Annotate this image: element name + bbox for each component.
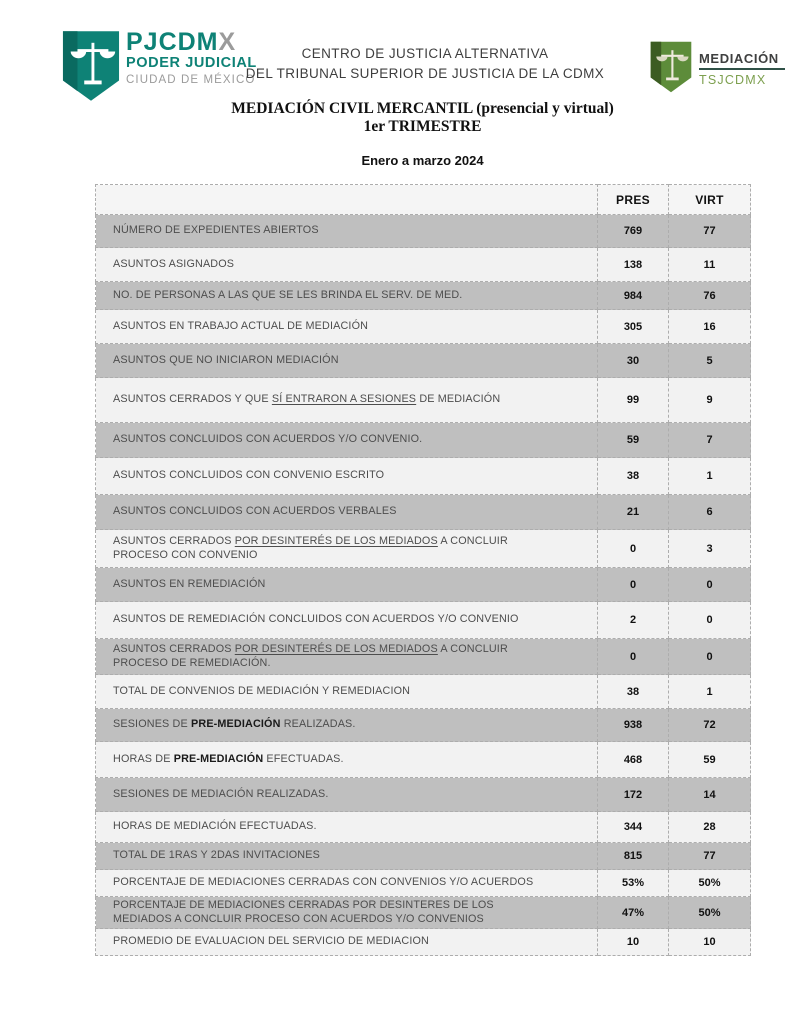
virt-value: 11 xyxy=(669,248,751,282)
institution-heading xyxy=(230,44,620,84)
pres-value: 38 xyxy=(598,675,669,709)
table-row xyxy=(96,344,751,378)
virt-value: 50% xyxy=(669,897,751,929)
virt-value: 6 xyxy=(669,495,751,530)
row-label: ASUNTOS CERRADOS POR DESINTERÉS DE LOS MEDIADOS A CONCLUIR PROCESO DE REMEDIACIÓN. xyxy=(96,639,598,675)
table-row xyxy=(96,310,751,344)
table-row xyxy=(96,709,751,742)
virt-value: 50% xyxy=(669,870,751,897)
virt-value: 1 xyxy=(669,458,751,495)
virt-value: 59 xyxy=(669,742,751,778)
justice-scales-shield-icon xyxy=(62,30,120,107)
pres-value: 0 xyxy=(598,530,669,568)
table-row xyxy=(96,530,751,568)
statistics-table xyxy=(95,184,751,956)
table-row xyxy=(96,812,751,843)
document-title-line2: 1er TRIMESTRE xyxy=(363,118,482,135)
row-label: PORCENTAJE DE MEDIACIONES CERRADAS POR DESINTERES DE LOS MEDIADOS A CONCLUIR PROCESO CON ACUERDOS Y/O CONVENIOS xyxy=(96,897,598,929)
table-row xyxy=(96,843,751,870)
pjcdmx-acronym: PJCDMX xyxy=(126,28,237,56)
virt-value: 72 xyxy=(669,709,751,742)
virt-value: 0 xyxy=(669,602,751,639)
pres-value: 815 xyxy=(598,843,669,870)
pres-value: 99 xyxy=(598,378,669,423)
pres-value: 59 xyxy=(598,423,669,458)
pres-value: 468 xyxy=(598,742,669,778)
table-row xyxy=(96,282,751,310)
table-row xyxy=(96,568,751,602)
institution-heading-line2: DEL TRIBUNAL SUPERIOR DE JUSTICIA DE LA CDMX xyxy=(245,66,605,81)
header-pres: PRES xyxy=(598,185,669,215)
row-label: NO. DE PERSONAS A LAS QUE SE LES BRINDA EL SERV. DE MED. xyxy=(96,282,598,310)
table-row xyxy=(96,639,751,675)
row-label: ASUNTOS CONCLUIDOS CON ACUERDOS VERBALES xyxy=(96,495,598,530)
virt-value: 28 xyxy=(669,812,751,843)
table-row xyxy=(96,742,751,778)
row-label: ASUNTOS EN REMEDIACIÓN xyxy=(96,568,598,602)
table-row xyxy=(96,870,751,897)
table-row xyxy=(96,248,751,282)
justice-scales-shield-icon xyxy=(650,40,692,99)
poder-judicial-label: PODER JUDICIAL xyxy=(126,55,257,71)
virt-value: 76 xyxy=(669,282,751,310)
virt-value: 9 xyxy=(669,378,751,423)
virt-value: 0 xyxy=(669,639,751,675)
table-header-row xyxy=(96,185,751,215)
row-label: HORAS DE PRE-MEDIACIÓN EFECTUADAS. xyxy=(96,742,598,778)
pres-value: 38 xyxy=(598,458,669,495)
row-label: TOTAL DE 1RAS Y 2DAS INVITACIONES xyxy=(96,843,598,870)
row-label: TOTAL DE CONVENIOS DE MEDIACIÓN Y REMEDIACION xyxy=(96,675,598,709)
pjcdmx-logo xyxy=(62,30,257,107)
table-row xyxy=(96,423,751,458)
pres-value: 138 xyxy=(598,248,669,282)
row-label: HORAS DE MEDIACIÓN EFECTUADAS. xyxy=(96,812,598,843)
pres-value: 344 xyxy=(598,812,669,843)
table-row xyxy=(96,675,751,709)
pres-value: 0 xyxy=(598,639,669,675)
table-row xyxy=(96,458,751,495)
logo-divider xyxy=(699,68,785,70)
table-row xyxy=(96,897,751,929)
pres-value: 984 xyxy=(598,282,669,310)
pres-value: 53% xyxy=(598,870,669,897)
row-label: ASUNTOS ASIGNADOS xyxy=(96,248,598,282)
row-label: ASUNTOS CERRADOS Y QUE SÍ ENTRARON A SESIONES DE MEDIACIÓN xyxy=(96,378,598,423)
row-label: ASUNTOS CONCLUIDOS CON CONVENIO ESCRITO xyxy=(96,458,598,495)
pres-value: 30 xyxy=(598,344,669,378)
virt-value: 7 xyxy=(669,423,751,458)
virt-value: 77 xyxy=(669,843,751,870)
virt-value: 3 xyxy=(669,530,751,568)
mediacion-logo xyxy=(650,40,785,99)
row-label: SESIONES DE MEDIACIÓN REALIZADAS. xyxy=(96,778,598,812)
table-row xyxy=(96,602,751,639)
virt-value: 77 xyxy=(669,215,751,248)
row-label: ASUNTOS CONCLUIDOS CON ACUERDOS Y/O CONVENIO. xyxy=(96,423,598,458)
row-label: NÚMERO DE EXPEDIENTES ABIERTOS xyxy=(96,215,598,248)
document-title xyxy=(95,100,750,136)
virt-value: 5 xyxy=(669,344,751,378)
table-row xyxy=(96,778,751,812)
table-row xyxy=(96,215,751,248)
row-label: ASUNTOS CERRADOS POR DESINTERÉS DE LOS MEDIADOS A CONCLUIR PROCESO CON CONVENIO xyxy=(96,530,598,568)
period-label: Enero a marzo 2024 xyxy=(361,153,484,168)
row-label: PROMEDIO DE EVALUACION DEL SERVICIO DE MEDIACION xyxy=(96,929,598,956)
pres-value: 21 xyxy=(598,495,669,530)
table-row xyxy=(96,378,751,423)
virt-value: 14 xyxy=(669,778,751,812)
header-empty-cell xyxy=(96,185,598,215)
pres-value: 0 xyxy=(598,568,669,602)
row-label: ASUNTOS DE REMEDIACIÓN CONCLUIDOS CON ACUERDOS Y/O CONVENIO xyxy=(96,602,598,639)
document-title-line1: MEDIACIÓN CIVIL MERCANTIL (presencial y virtual) xyxy=(231,100,614,117)
header-virt: VIRT xyxy=(669,185,751,215)
pres-value: 47% xyxy=(598,897,669,929)
row-label: ASUNTOS QUE NO INICIARON MEDIACIÓN xyxy=(96,344,598,378)
pres-value: 172 xyxy=(598,778,669,812)
row-label: SESIONES DE PRE-MEDIACIÓN REALIZADAS. xyxy=(96,709,598,742)
table-row xyxy=(96,495,751,530)
virt-value: 10 xyxy=(669,929,751,956)
pres-value: 305 xyxy=(598,310,669,344)
pres-value: 2 xyxy=(598,602,669,639)
virt-value: 16 xyxy=(669,310,751,344)
tsjcdmx-label: TSJCDMX xyxy=(699,73,767,88)
mediacion-label: MEDIACIÓN xyxy=(699,51,779,67)
pres-value: 938 xyxy=(598,709,669,742)
row-label: ASUNTOS EN TRABAJO ACTUAL DE MEDIACIÓN xyxy=(96,310,598,344)
row-label: PORCENTAJE DE MEDIACIONES CERRADAS CON CONVENIOS Y/O ACUERDOS xyxy=(96,870,598,897)
virt-value: 0 xyxy=(669,568,751,602)
pres-value: 10 xyxy=(598,929,669,956)
ciudad-de-mexico-label: CIUDAD DE MÉXICO xyxy=(126,74,256,86)
pres-value: 769 xyxy=(598,215,669,248)
institution-heading-line1: CENTRO DE JUSTICIA ALTERNATIVA xyxy=(301,46,549,61)
virt-value: 1 xyxy=(669,675,751,709)
table-row xyxy=(96,929,751,956)
